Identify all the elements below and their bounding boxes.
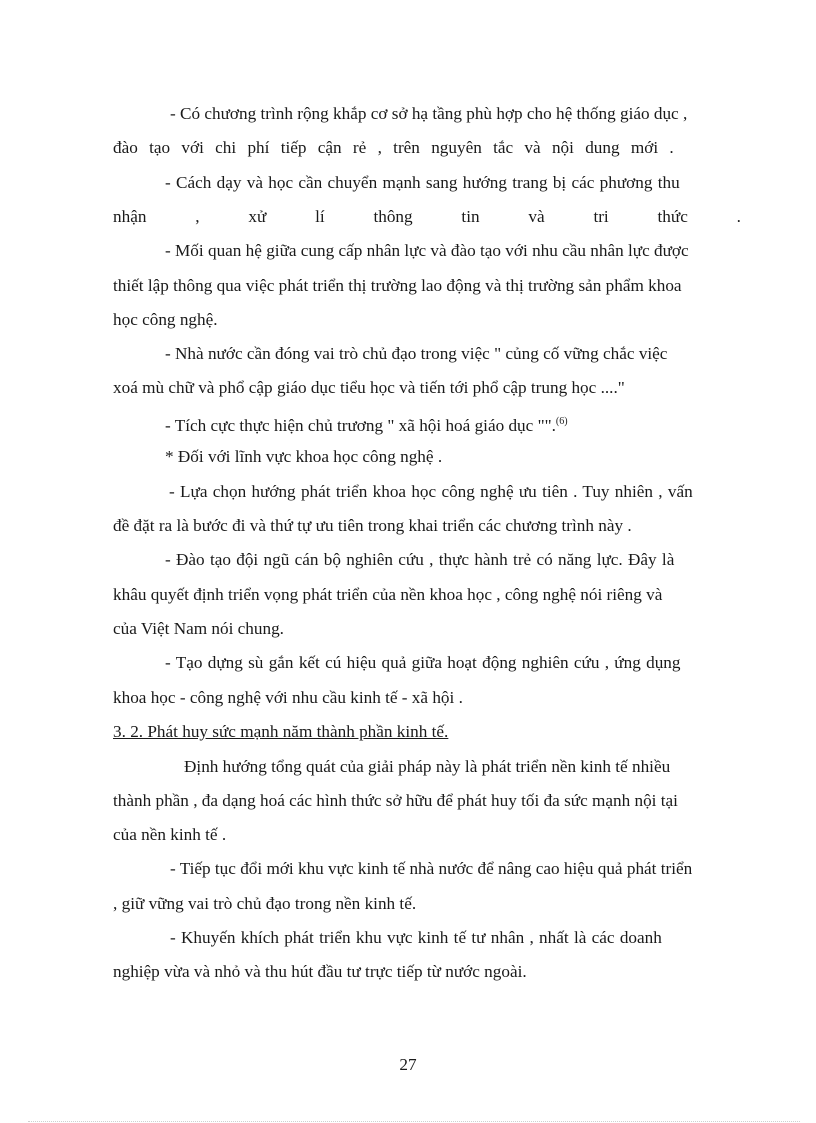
text-line: - Tiếp tục đổi mới khu vực kinh tế nhà nước để nâng cao hiệu quả phát triển bbox=[170, 859, 693, 878]
text-fragment: - Tích cực thực hiện chủ trương " xã hội hoá giáo dục "". bbox=[165, 416, 556, 435]
word: xử bbox=[248, 207, 267, 226]
text-line: đề đặt ra là bước đi và thứ tự ưu tiên trong khai triển các chương trình này . bbox=[113, 516, 632, 535]
word: nhận bbox=[113, 207, 147, 226]
text-line: - Cách dạy và học cần chuyển mạnh sang hướng trang bị các phương thu bbox=[165, 173, 680, 192]
word: thức bbox=[657, 207, 688, 226]
word: . bbox=[736, 207, 741, 226]
text-line: thiết lập thông qua việc phát triển thị trường lao động và thị trường sản phẩm khoa bbox=[113, 276, 682, 295]
justified-line bbox=[113, 207, 741, 227]
text-line: xoá mù chữ và phổ cập giáo dục tiểu học và tiến tới phổ cập trung học ...." bbox=[113, 378, 625, 397]
page-bottom-divider bbox=[28, 1121, 800, 1122]
text-line: , giữ vững vai trò chủ đạo trong nền kinh tế. bbox=[113, 894, 417, 913]
section-heading: 3. 2. Phát huy sức mạnh năm thành phần kinh tế. bbox=[113, 722, 449, 741]
text-line: - Nhà nước cần đóng vai trò chủ đạo trong việc " củng cố vững chắc việc bbox=[165, 344, 668, 363]
text-line: khoa học - công nghệ với nhu cầu kinh tế - xã hội . bbox=[113, 688, 463, 707]
text-line: - Lựa chọn hướng phát triển khoa học công nghệ ưu tiên . Tuy nhiên , vấn bbox=[169, 482, 693, 501]
footnote-reference: (6) bbox=[555, 416, 568, 427]
word: thông bbox=[373, 207, 413, 226]
word: tri bbox=[593, 207, 609, 226]
text-line: Định hướng tổng quát của giải pháp này là phát triển nền kinh tế nhiều bbox=[184, 757, 671, 776]
word: tin bbox=[461, 207, 480, 226]
text-line bbox=[165, 412, 568, 436]
text-line: - Có chương trình rộng khắp cơ sở hạ tầng phù hợp cho hệ thống giáo dục , bbox=[170, 104, 688, 123]
word: và bbox=[528, 207, 545, 226]
text-line: học công nghệ. bbox=[113, 310, 218, 329]
text-line: của nền kinh tế . bbox=[113, 825, 227, 844]
text-line: - Tạo dựng sù gắn kết cú hiệu quả giữa hoạt động nghiên cứu , ứng dụng bbox=[165, 653, 681, 672]
text-line: - Đào tạo đội ngũ cán bộ nghiên cứu , thực hành trẻ có năng lực. Đây là bbox=[165, 550, 675, 569]
text-line: khâu quyết định triển vọng phát triển của nền khoa học , công nghệ nói riêng và bbox=[113, 585, 663, 604]
text-line: của Việt Nam nói chung. bbox=[113, 619, 284, 638]
text-line: thành phần , đa dạng hoá các hình thức sở hữu để phát huy tối đa sức mạnh nội tại bbox=[113, 791, 678, 810]
text-line: - Mối quan hệ giữa cung cấp nhân lực và đào tạo với nhu cầu nhân lực được bbox=[165, 241, 689, 260]
text-line: - Khuyến khích phát triển khu vực kinh tế tư nhân , nhất là các doanh bbox=[170, 928, 662, 947]
word: lí bbox=[315, 207, 325, 226]
text-line: đào tạo với chi phí tiếp cận rẻ , trên nguyên tắc và nội dung mới . bbox=[113, 138, 674, 157]
text-line: nghiệp vừa và nhỏ và thu hút đầu tư trực tiếp từ nước ngoài. bbox=[113, 962, 527, 981]
page-number: 27 bbox=[399, 1055, 417, 1074]
word: , bbox=[195, 207, 200, 226]
section-subheading: * Đối với lĩnh vực khoa học công nghệ . bbox=[165, 447, 443, 466]
